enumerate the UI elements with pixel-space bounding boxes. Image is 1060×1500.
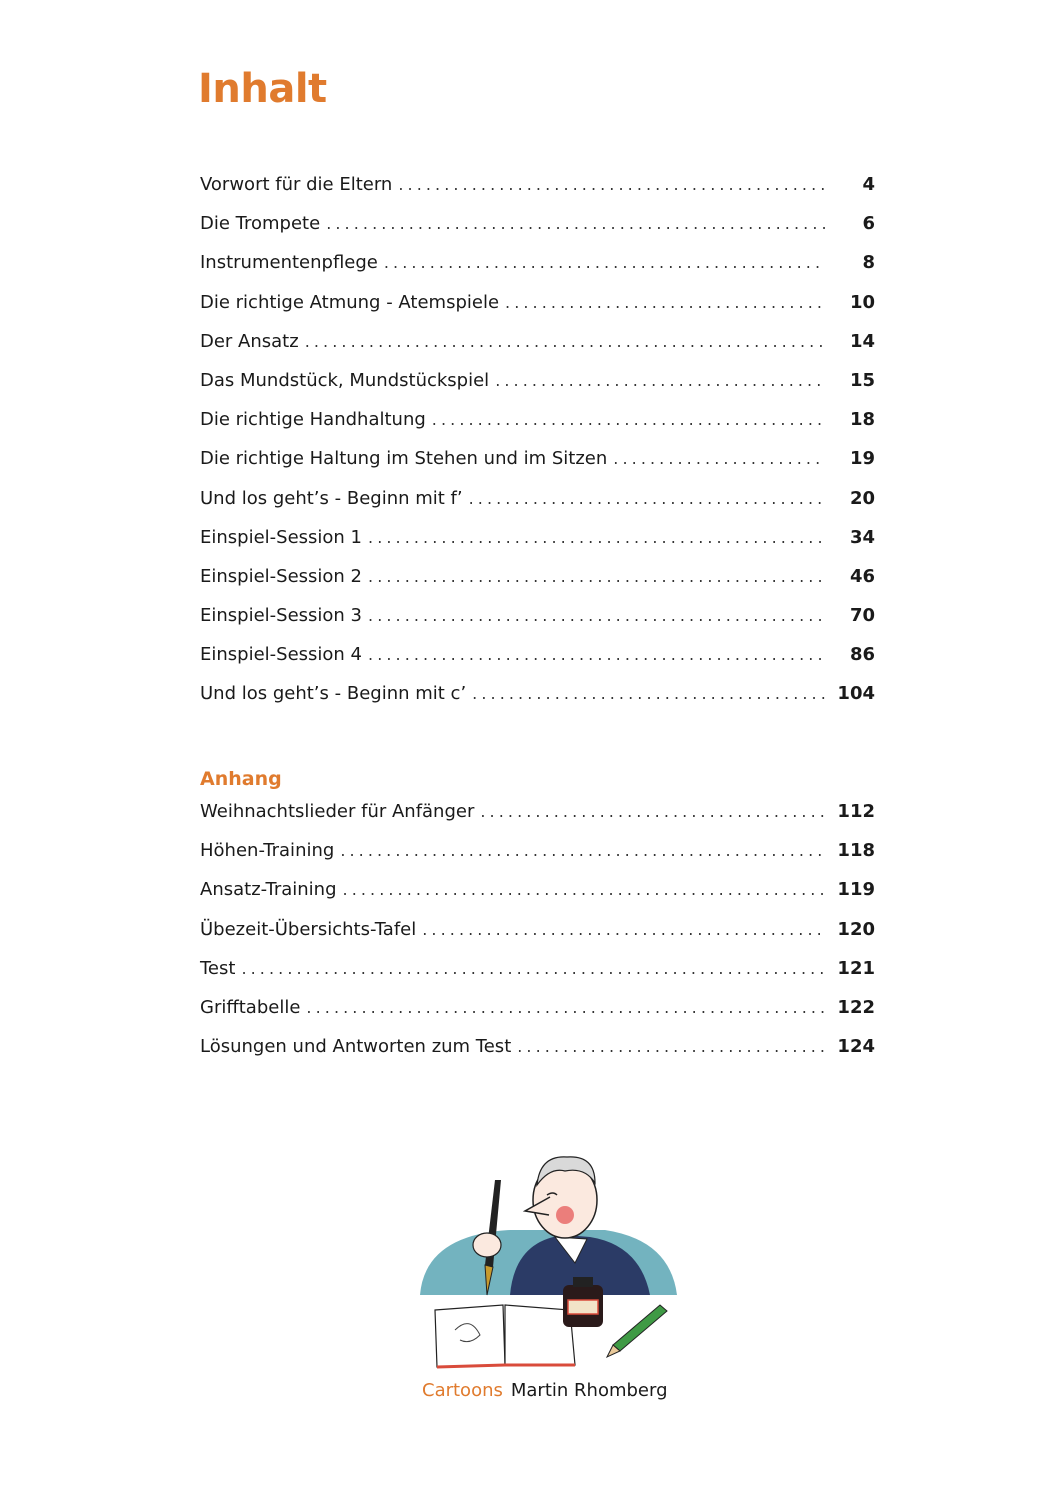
toc-entry[interactable] xyxy=(200,644,875,683)
annex-entry-page: 112 xyxy=(837,801,875,822)
table-of-contents xyxy=(200,174,875,723)
toc-leader-dots xyxy=(340,841,825,860)
toc-leader-dots xyxy=(384,253,825,272)
annex-entry-page: 120 xyxy=(837,918,875,940)
credit-name: Martin Rhomberg xyxy=(510,1380,668,1401)
toc-leader-dots xyxy=(469,489,825,508)
annex-entry-label: Test xyxy=(200,957,236,979)
toc-entry[interactable] xyxy=(200,448,875,487)
annex-entry-label: Weihnachtslieder für Anfänger xyxy=(200,801,475,822)
toc-entry-page: 4 xyxy=(862,174,875,195)
toc-leader-dots xyxy=(343,880,825,899)
toc-entry-page: 86 xyxy=(849,644,875,666)
toc-leader-dots xyxy=(305,332,825,351)
toc-entry[interactable] xyxy=(200,252,875,291)
toc-leader-dots xyxy=(368,567,825,586)
annex-entry[interactable] xyxy=(200,997,875,1036)
toc-leader-dots xyxy=(368,528,825,547)
annex-entry-page: 124 xyxy=(837,1036,875,1058)
toc-leader-dots xyxy=(422,920,825,939)
toc-entry-page: 34 xyxy=(849,526,875,548)
toc-entry-page: 10 xyxy=(849,291,875,313)
ink-bottle-label xyxy=(568,1300,598,1314)
toc-entry[interactable] xyxy=(200,488,875,527)
toc-leader-dots xyxy=(306,998,825,1017)
cartoon-credit xyxy=(422,1380,668,1401)
annex-heading: Anhang xyxy=(200,768,282,790)
toc-entry[interactable] xyxy=(200,527,875,566)
toc-entry[interactable] xyxy=(200,683,875,722)
toc-leader-dots xyxy=(495,371,825,390)
annex-entry-label: Ansatz-Training xyxy=(200,879,337,901)
annex-entry[interactable] xyxy=(200,840,875,879)
toc-entry-page: 18 xyxy=(849,409,875,431)
toc-leader-dots xyxy=(368,606,825,625)
annex-entry[interactable] xyxy=(200,1036,875,1075)
ink-bottle-cap xyxy=(573,1277,593,1287)
toc-entry-label: Instrumentenpflege xyxy=(200,252,378,274)
toc-entry-label: Die richtige Atmung - Atemspiele xyxy=(200,291,500,313)
toc-entry-label: Und los geht’s - Beginn mit f’ xyxy=(200,487,463,509)
toc-leader-dots xyxy=(241,959,825,978)
annex-entry-label: Lösungen und Antworten zum Test xyxy=(200,1036,512,1058)
toc-entry-page: 104 xyxy=(837,683,875,705)
toc-entry-label: Einspiel-Session 3 xyxy=(200,605,363,627)
annex-entry-label: Übezeit-Übersichts-Tafel xyxy=(200,918,417,940)
toc-entry[interactable] xyxy=(200,409,875,448)
toc-leader-dots xyxy=(398,175,825,194)
toc-entry[interactable] xyxy=(200,370,875,409)
annex-entry-label: Grifftabelle xyxy=(200,996,301,1018)
toc-entry-page: 20 xyxy=(849,487,875,509)
open-book xyxy=(435,1305,505,1367)
toc-entry-label: Der Ansatz xyxy=(200,330,299,352)
figure-cheek xyxy=(556,1206,574,1224)
toc-entry-page: 19 xyxy=(849,448,875,470)
toc-entry[interactable] xyxy=(200,331,875,370)
toc-entry-page: 8 xyxy=(862,252,875,274)
toc-leader-dots xyxy=(432,410,825,429)
toc-entry-label: Die richtige Haltung im Stehen und im Sitzen xyxy=(200,448,608,470)
page-title: Inhalt xyxy=(198,66,327,112)
toc-entry-page: 15 xyxy=(849,369,875,391)
annex-entry[interactable] xyxy=(200,958,875,997)
toc-entry-page: 46 xyxy=(849,565,875,587)
annex-entry-page: 122 xyxy=(837,996,875,1018)
toc-entry-page: 14 xyxy=(849,330,875,352)
toc-entry-label: Vorwort für die Eltern xyxy=(200,174,393,195)
toc-leader-dots xyxy=(480,802,825,821)
toc-entry-label: Und los geht’s - Beginn mit c’ xyxy=(200,683,467,705)
toc-entry-label: Die richtige Handhaltung xyxy=(200,409,426,431)
toc-entry-page: 70 xyxy=(849,605,875,627)
toc-entry[interactable] xyxy=(200,566,875,605)
annex-table-of-contents xyxy=(200,801,875,1075)
pencil xyxy=(613,1305,667,1351)
annex-entry[interactable] xyxy=(200,919,875,958)
toc-entry-label: Einspiel-Session 4 xyxy=(200,644,363,666)
annex-entry[interactable] xyxy=(200,801,875,840)
annex-entry[interactable] xyxy=(200,879,875,918)
toc-entry-label: Das Mundstück, Mundstückspiel xyxy=(200,369,490,391)
toc-leader-dots xyxy=(505,293,825,312)
annex-entry-page: 118 xyxy=(837,840,875,862)
annex-entry-page: 119 xyxy=(837,879,875,901)
credit-label: Cartoons xyxy=(422,1380,503,1401)
toc-leader-dots xyxy=(326,214,825,233)
toc-entry-label: Die Trompete xyxy=(200,213,321,235)
toc-entry[interactable] xyxy=(200,213,875,252)
toc-entry-page: 6 xyxy=(862,213,875,235)
toc-leader-dots xyxy=(613,449,825,468)
toc-leader-dots xyxy=(472,684,825,703)
toc-entry[interactable] xyxy=(200,292,875,331)
toc-entry[interactable] xyxy=(200,174,875,213)
toc-leader-dots xyxy=(517,1037,825,1056)
figure-hand xyxy=(473,1233,501,1257)
annex-entry-label: Höhen-Training xyxy=(200,840,335,862)
book-red-edge xyxy=(437,1365,575,1367)
toc-entry[interactable] xyxy=(200,605,875,644)
annex-entry-page: 121 xyxy=(837,957,875,979)
toc-entry-label: Einspiel-Session 2 xyxy=(200,565,363,587)
cartoon-illustration xyxy=(415,1145,680,1370)
toc-leader-dots xyxy=(368,645,825,664)
toc-entry-label: Einspiel-Session 1 xyxy=(200,526,363,548)
